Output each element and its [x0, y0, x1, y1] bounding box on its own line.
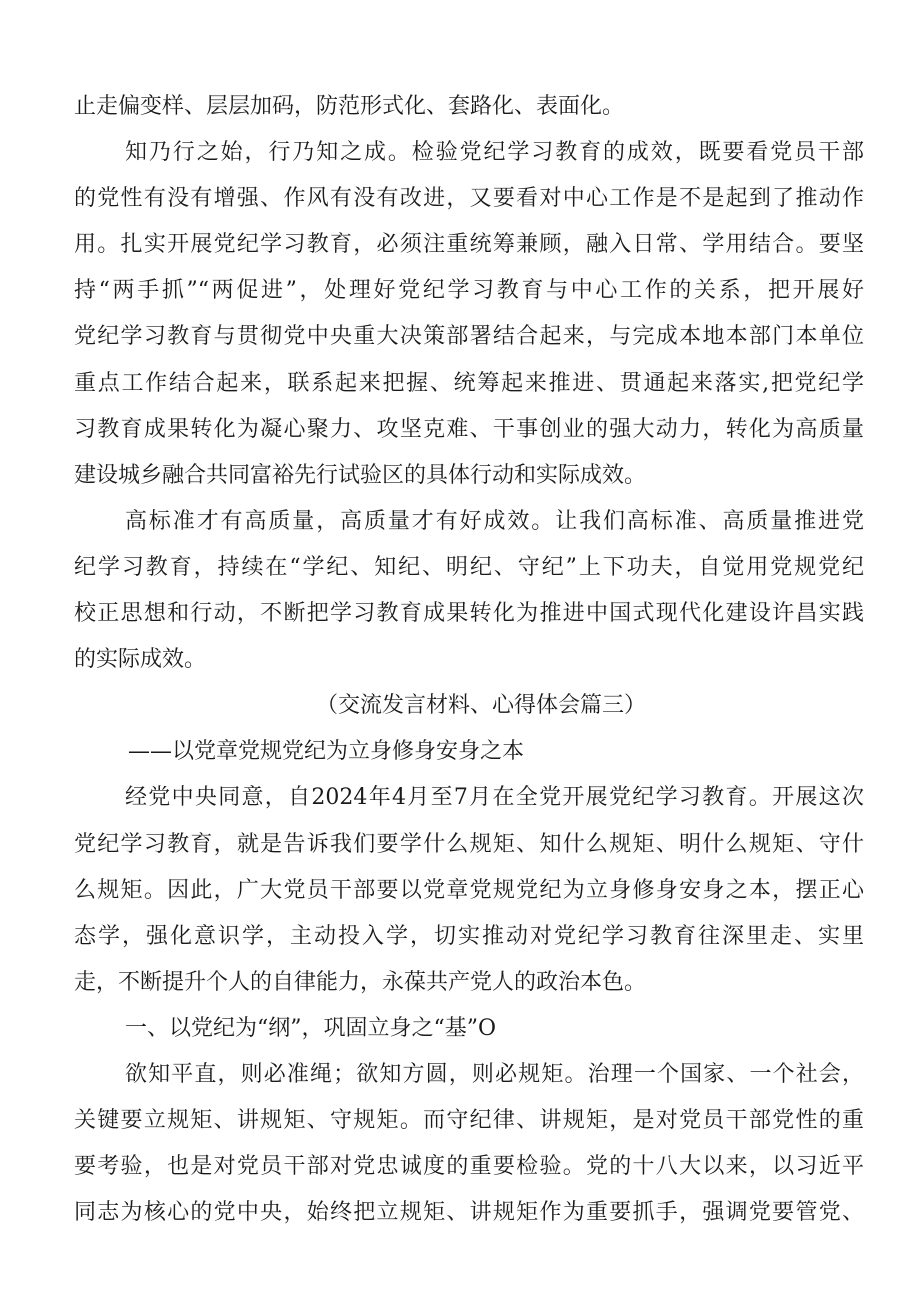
- text-line: 建设城乡融合共同富裕先行试验区的具体行动和实际成效。: [74, 462, 647, 488]
- paragraph-start-line: 经党中央同意，自2024年4月至7月在全党开展党纪学习教育。开展这次: [125, 785, 864, 811]
- section-heading: （交流发言材料、心得体会篇三）: [315, 693, 646, 719]
- text-line: 持“两手抓”“两促进”，处理好党纪学习教育与中心工作的关系，把开展好: [74, 278, 864, 304]
- section-subtitle: ——以党章党规党纪为立身修身安身之本: [128, 739, 525, 765]
- text-line: 同志为核心的党中央，始终把立规矩、讲规矩作为重要抓手，强调党要管党、: [74, 1200, 864, 1226]
- text-line: 校正思想和行动，不断把学习教育成果转化为推进中国式现代化建设许昌实践: [74, 601, 864, 627]
- text-line: 习教育成果转化为凝心聚力、攻坚克难、干事创业的强大动力，转化为高质量: [74, 416, 864, 442]
- text-line: 走，不断提升个人的自律能力，永葆共产党人的政治本色。: [74, 969, 647, 995]
- text-line: 么规矩。因此，广大党员干部要以党章党规党纪为立身修身安身之本，摆正心: [74, 877, 864, 903]
- subsection-heading: 一、以党纪为“纲”，巩固立身之“基”O: [125, 1015, 497, 1041]
- paragraph-start-line: 高标准才有高质量，高质量才有好成效。让我们高标准、高质量推进党: [125, 508, 864, 534]
- text-line: 关键要立规矩、讲规矩、守规矩。而守纪律、讲规矩，是对党员干部党性的重: [74, 1108, 864, 1134]
- paragraph-start-line: 欲知平直，则必准绳；欲知方圆，则必规矩。治理一个国家、一个社会，: [125, 1061, 864, 1087]
- text-line: 党纪学习教育与贯彻党中央重大决策部署结合起来，与完成本地本部门本单位: [74, 324, 864, 350]
- text-line: 纪学习教育，持续在“学纪、知纪、明纪、守纪”上下功夫，自觉用党规党纪: [74, 554, 864, 580]
- document-page: [74, 84, 864, 1236]
- text-line: 要考验，也是对党员干部对党忠诚度的重要检验。党的十八大以来，以习近平: [74, 1154, 864, 1180]
- text-line: 重点工作结合起来，联系起来把握、统筹起来推进、贯通起来落实,把党纪学: [74, 370, 864, 396]
- text-line: 用。扎实开展党纪学习教育，必须注重统筹兼顾，融入日常、学用结合。要坚: [74, 232, 864, 258]
- text-line: 止走偏变样、层层加码，防范形式化、套路化、表面化。: [74, 94, 625, 119]
- text-line: 态学，强化意识学，主动投入学，切实推动对党纪学习教育往深里走、实里: [74, 923, 864, 949]
- text-line: 的党性有没有增强、作风有没有改进，又要看对中心工作是不是起到了推动作: [74, 186, 864, 212]
- paragraph-start-line: 知乃行之始，行乃知之成。检验党纪学习教育的成效，既要看党员干部: [125, 140, 864, 166]
- text-line: 的实际成效。: [74, 647, 207, 673]
- text-line: 党纪学习教育，就是告诉我们要学什么规矩、知什么规矩、明什么规矩、守什: [74, 831, 864, 857]
